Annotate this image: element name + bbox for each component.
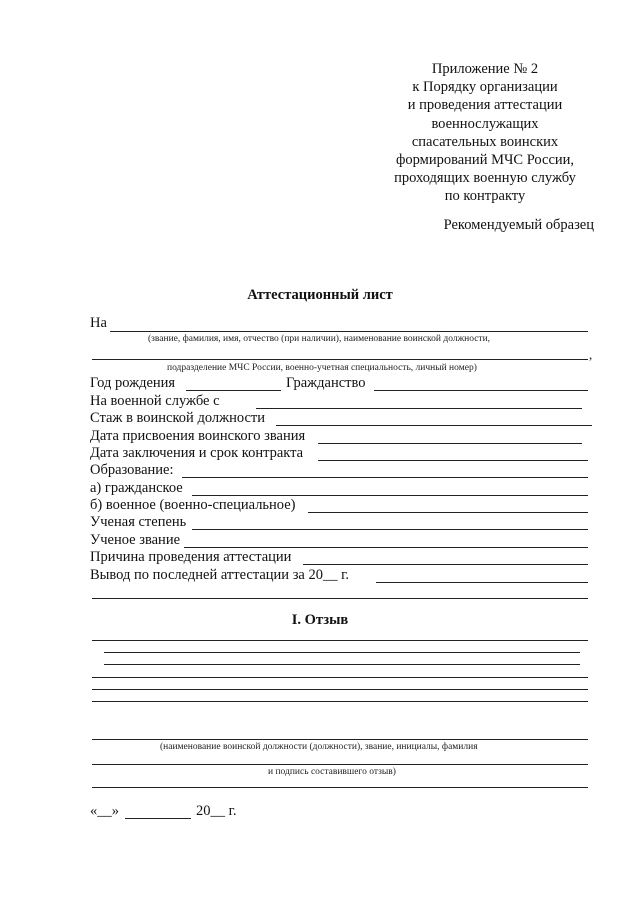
recommended-sample-label: Рекомендуемый образец <box>443 217 594 233</box>
last-conclusion-line-2[interactable] <box>92 598 588 599</box>
rank-date-label: Дата присвоения воинского звания <box>90 428 306 444</box>
date-day: «__» <box>90 803 119 819</box>
reviewer-hint-2: и подпись составившего отзыв) <box>268 767 396 777</box>
to-field-comma: , <box>589 347 593 362</box>
position-tenure-label: Стаж в воинской должности <box>90 410 266 426</box>
reason-line[interactable] <box>303 564 588 565</box>
header-line: спасательных воинских <box>411 133 559 150</box>
appendix-header <box>380 60 590 206</box>
date-year: 20__ г. <box>196 803 237 819</box>
review-line[interactable] <box>92 689 588 690</box>
reviewer-extra-line[interactable] <box>92 787 588 788</box>
civil-education-label: а) гражданское <box>90 480 183 496</box>
birth-year-line[interactable] <box>186 390 281 391</box>
military-education-label: б) военное (военно-специальное) <box>90 497 296 513</box>
last-conclusion-label: Вывод по последней аттестации за 20__ г. <box>90 567 350 583</box>
header-line: к Порядку организации <box>412 79 558 96</box>
reviewer-position-line[interactable] <box>92 739 588 740</box>
reviewer-hint-1: (наименование воинской должности (должности), звание, инициалы, фамилия <box>160 742 478 752</box>
service-since-label: На военной службе с <box>90 393 220 409</box>
date-month-line[interactable] <box>125 818 191 819</box>
header-line: военнослужащих <box>431 115 539 132</box>
education-line[interactable] <box>182 477 588 478</box>
header-line: по контракту <box>444 188 526 205</box>
birth-year-label: Год рождения <box>90 375 176 391</box>
header-line: формирований МЧС России, <box>395 152 575 169</box>
review-line[interactable] <box>104 664 580 665</box>
document-title: Аттестационный лист <box>247 287 393 303</box>
military-education-line[interactable] <box>308 512 588 513</box>
citizenship-label: Гражданство <box>286 375 366 391</box>
citizenship-line[interactable] <box>374 390 588 391</box>
reviewer-signature-line[interactable] <box>92 764 588 765</box>
header-line: Приложение № 2 <box>431 61 539 77</box>
to-field-line[interactable] <box>110 331 588 332</box>
to-label: На <box>90 315 107 331</box>
contract-label: Дата заключения и срок контракта <box>90 445 304 461</box>
reason-label: Причина проведения аттестации <box>90 549 292 565</box>
review-line[interactable] <box>92 640 588 641</box>
header-line: проходящих военную службу <box>394 170 576 187</box>
academic-title-label: Ученое звание <box>90 532 181 548</box>
to-field-line-2[interactable] <box>92 359 588 360</box>
header-line: и проведения аттестации <box>407 97 563 114</box>
education-label: Образование: <box>90 462 174 478</box>
to-field-hint-2: подразделение МЧС России, военно-учетная специальность, личный номер) <box>167 363 477 373</box>
contract-line[interactable] <box>318 460 588 461</box>
service-since-line[interactable] <box>256 408 582 409</box>
degree-line[interactable] <box>192 529 588 530</box>
position-tenure-line[interactable] <box>276 425 592 426</box>
to-field-hint-1: (звание, фамилия, имя, отчество (при наличии), наименование воинской должности, <box>148 334 491 344</box>
review-line[interactable] <box>92 701 588 702</box>
last-conclusion-line[interactable] <box>376 582 588 583</box>
rank-date-line[interactable] <box>318 443 582 444</box>
degree-label: Ученая степень <box>90 514 187 530</box>
review-line[interactable] <box>104 652 580 653</box>
review-line[interactable] <box>92 677 588 678</box>
review-heading: I. Отзыв <box>291 612 349 628</box>
